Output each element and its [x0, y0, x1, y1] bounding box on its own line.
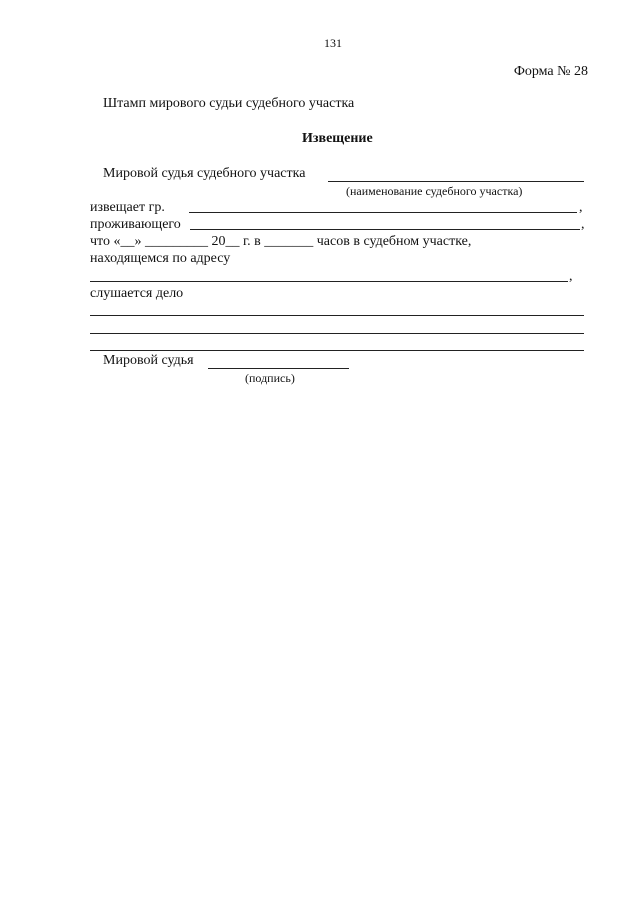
case-description-field-3[interactable] — [90, 350, 584, 351]
section-name-field[interactable] — [328, 181, 584, 182]
located-at-label: находящемся по адресу — [90, 251, 231, 266]
document-title: Извещение — [302, 131, 373, 146]
signature-caption: (подпись) — [245, 371, 295, 385]
section-name-caption: (наименование судебного участка) — [346, 184, 523, 198]
judge-line-label: Мировой судья судебного участка — [103, 166, 306, 181]
case-heard-label: слушается дело — [90, 286, 184, 301]
comma: , — [569, 269, 573, 284]
residence-field[interactable] — [190, 229, 580, 230]
date-time-line: что «__» _________ 20__ г. в _______ часов в судебном участке, — [90, 234, 472, 249]
comma: , — [579, 200, 583, 215]
residing-label: проживающего — [90, 217, 181, 232]
comma: , — [581, 217, 585, 232]
page-number: 131 — [324, 36, 342, 50]
address-field[interactable] — [90, 281, 568, 282]
case-description-field-2[interactable] — [90, 333, 584, 334]
form-number: Форма № 28 — [513, 64, 588, 79]
stamp-label: Штамп мирового судьи судебного участка — [103, 96, 355, 111]
notifies-label: извещает гр. — [90, 200, 165, 215]
case-description-field-1[interactable] — [90, 315, 584, 316]
signature-label: Мировой судья — [103, 353, 194, 368]
signature-field[interactable] — [208, 368, 349, 369]
citizen-name-field[interactable] — [189, 212, 577, 213]
